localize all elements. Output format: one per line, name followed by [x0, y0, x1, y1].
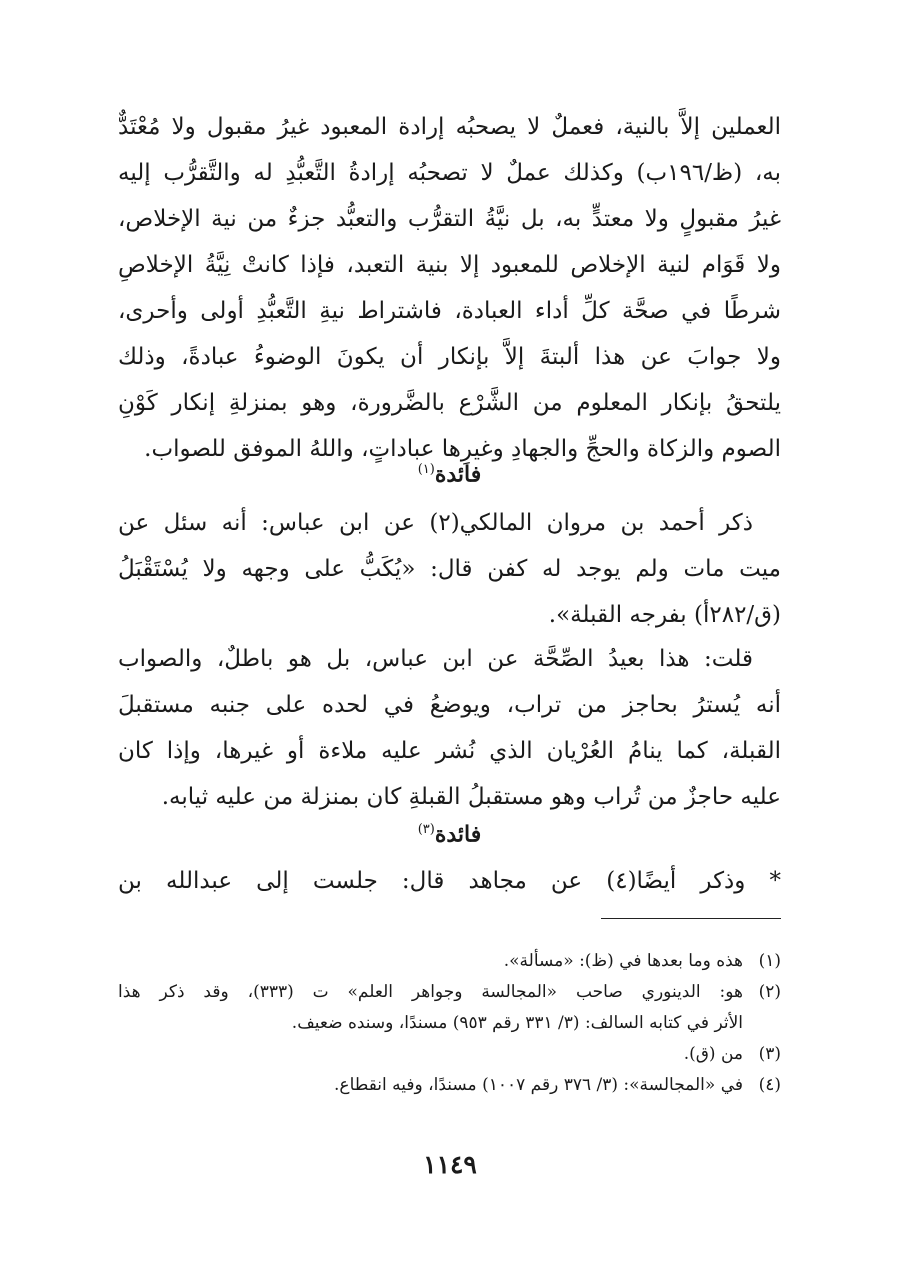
- footnote-2: [118, 977, 781, 1039]
- text-line: به، (ظ/١٩٦ب) وكذلك عملٌ لا تصحبُه إرادةُ التَّعبُّدِ له والتَّقرُّب إليه: [118, 160, 781, 186]
- footnote-number: (٢): [758, 982, 781, 1002]
- footnote-text: في «المجالسة»: (٣/ ٣٧٦ رقم ١٠٠٧) مسندًا، وفيه انقطاع.: [334, 1075, 743, 1095]
- footnote-3: [118, 1039, 781, 1070]
- text-line: الصوم والزكاة والحجِّ والجهادِ وغيرِها عباداتٍ، واللهُ الموفق للصواب.: [144, 436, 781, 462]
- text-line: ذكر أحمد بن مروان المالكي(٢) عن ابن عباس: أنه سئل عن: [118, 510, 753, 536]
- footnote-marker: (١): [417, 462, 435, 477]
- text-line: شرطًا في صحَّة كلِّ أداء العبادة، فاشتراط نيةِ التَّعبُّدِ أولى وأحرى،: [118, 298, 781, 324]
- section-heading-1: [118, 450, 781, 490]
- text-line: * وذكر أيضًا(٤) عن مجاهد قال: جلست إلى عبدالله بن: [118, 868, 781, 894]
- footnote-number: (١): [758, 951, 781, 971]
- text-line: يلتحقُ بإنكار المعلوم من الشَّرْع بالضَّرورة، وهو بمنزلةِ إنكار كَوْنِ: [118, 390, 781, 416]
- heading-text: فائدة: [434, 461, 482, 488]
- paragraph-3: [118, 636, 781, 820]
- footnote-4: [118, 1070, 781, 1101]
- text-line: أنه يُسترُ بحاجز من تراب، ويوضعُ في لحده على جنبه مستقبلَ: [118, 692, 781, 718]
- text-line: ولا قَوَام لنية الإخلاص للمعبود إلا بنية التعبد، فإذا كانتْ نِيَّةُ الإخلاصِ: [118, 252, 781, 278]
- section-heading-2: [118, 810, 781, 850]
- heading-text: فائدة: [434, 821, 482, 848]
- footnotes: [118, 946, 781, 1101]
- text-line: غيرُ مقبولٍ ولا معتدٍّ به، بل نيَّةُ التقرُّب والتعبُّد جزءٌ من نية الإخلاص،: [118, 206, 781, 232]
- text-line: عليه حاجزٌ من تُراب وهو مستقبلُ القبلةِ كان بمنزلة من عليه ثيابه.: [161, 784, 781, 810]
- text-line: (ق/٢٨٢أ) بفرجه القبلة».: [548, 602, 781, 628]
- text-line: ولا جوابَ عن هذا ألبتةَ إلاَّ بإنكار أن يكونَ الوضوءُ عبادةً، وذلك: [118, 344, 781, 370]
- text-line: قلت: هذا بعيدُ الصِّحَّة عن ابن عباس، بل هو باطلٌ، والصواب: [118, 646, 753, 672]
- footnote-text: الأثر في كتابه السالف: (٣/ ٣٣١ رقم ٩٥٣) مسندًا، وسنده ضعيف.: [291, 1013, 743, 1033]
- text-line: العملين إلاَّ بالنية، فعملٌ لا يصحبُه إرادة المعبود غيرُ مقبول ولا مُعْتَدٌّ: [118, 114, 781, 140]
- footnote-marker: (٣): [417, 822, 435, 837]
- footnote-number: (٤): [758, 1075, 781, 1095]
- paragraph-4: [118, 858, 781, 904]
- footnote-text: هذه وما بعدها في (ظ): «مسألة».: [503, 951, 743, 971]
- paragraph-2: [118, 500, 781, 638]
- page-number: ١١٤٩: [423, 1150, 477, 1179]
- footnote-text: هو: الدينوري صاحب «المجالسة وجواهر العلم» ت (٣٣٣)، وقد ذكر هذا: [118, 982, 743, 1002]
- footnote-separator: [601, 918, 781, 919]
- text-line: ميت مات ولم يوجد له كفن قال: «يُكَبُّ على وجهه ولا يُسْتَقْبَلُ: [118, 556, 781, 582]
- text-line: القبلة، كما ينامُ العُرْيان الذي نُشر عليه ملاءة أو غيرها، وإذا كان: [118, 738, 781, 764]
- footnote-1: [118, 946, 781, 977]
- paragraph-1: [118, 104, 781, 472]
- footnote-text: من (ق).: [683, 1044, 743, 1064]
- footnote-number: (٣): [758, 1044, 781, 1064]
